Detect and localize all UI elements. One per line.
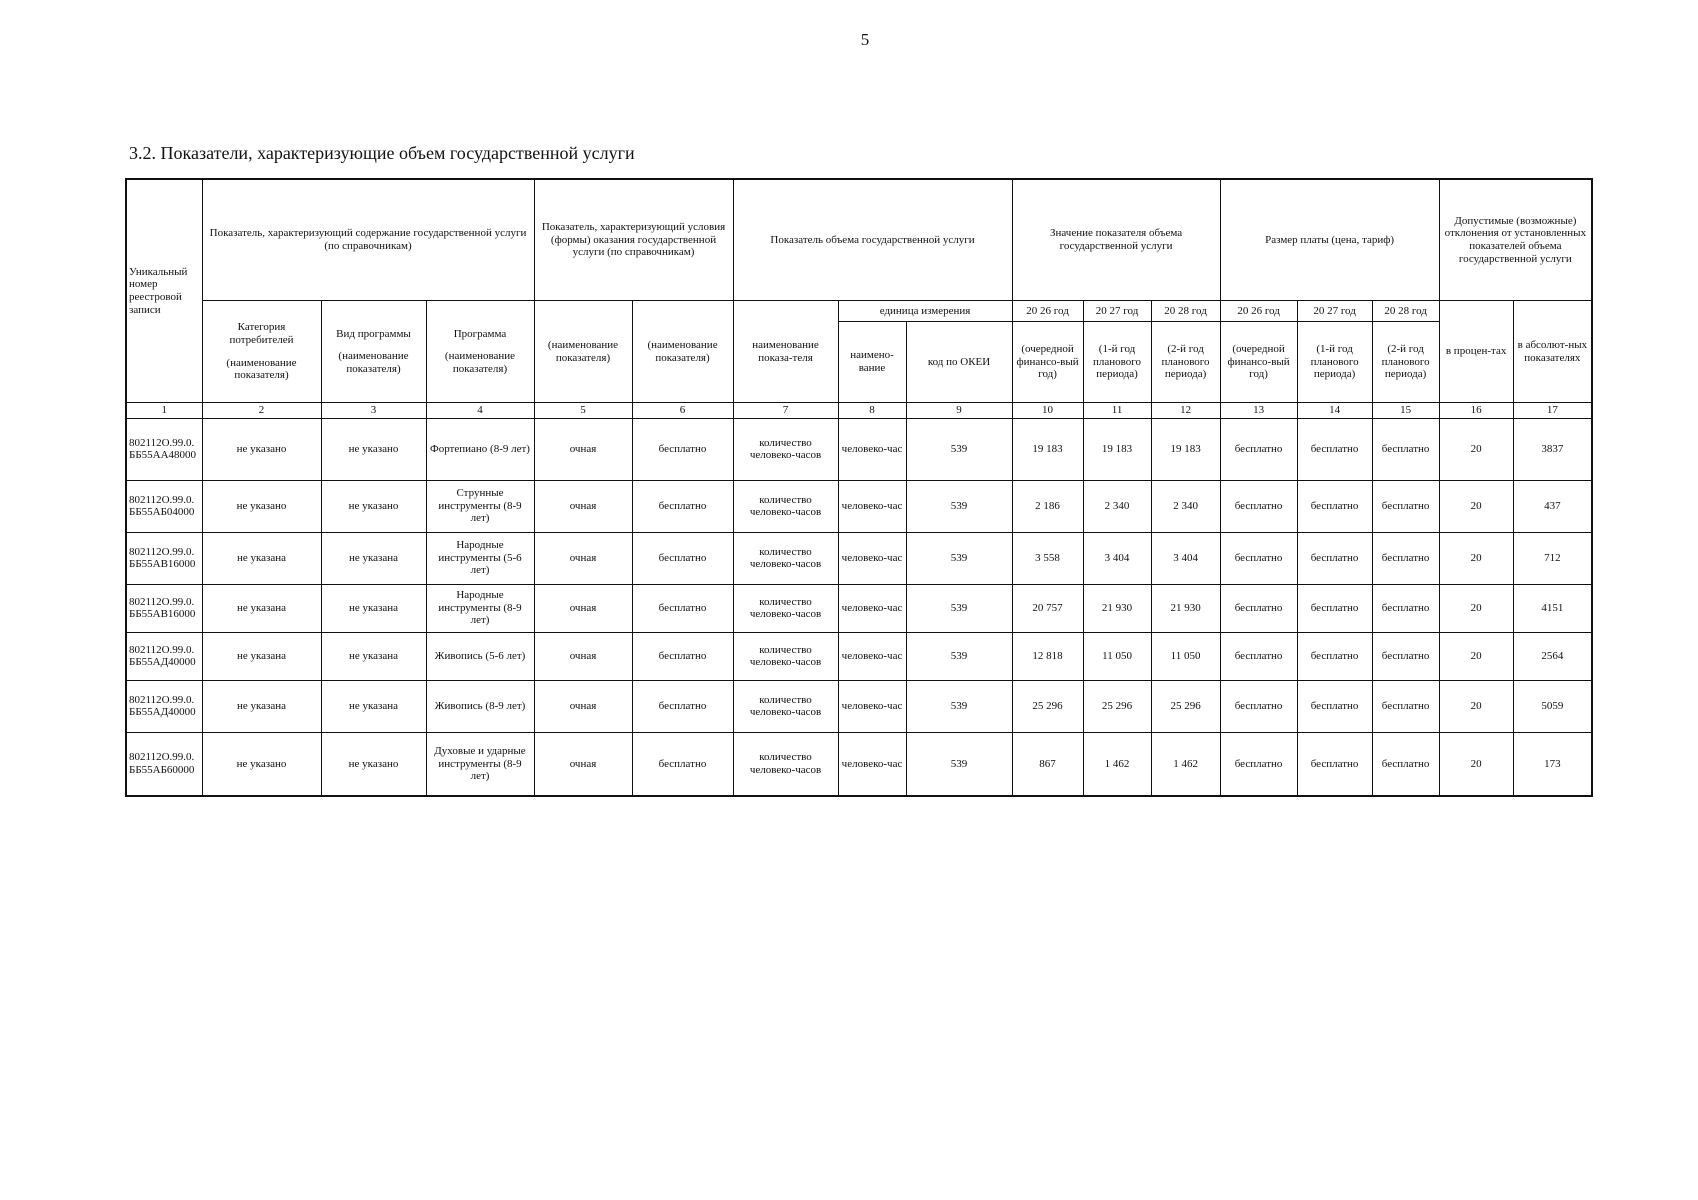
deviation-absolute-cell: 4151	[1513, 584, 1592, 632]
value-2026-cell: 19 183	[1012, 418, 1083, 480]
fee-2026-cell: бесплатно	[1220, 584, 1297, 632]
column-number: 17	[1513, 403, 1592, 419]
indicator-cell: количество человеко-часов	[733, 680, 838, 732]
fee-2028-cell: бесплатно	[1372, 418, 1439, 480]
header-percent: в процен-тах	[1439, 301, 1513, 403]
payment-cell: бесплатно	[632, 480, 733, 532]
table-row	[126, 680, 1592, 732]
value-2028-cell: 19 183	[1151, 418, 1220, 480]
okei-cell: 539	[906, 680, 1012, 732]
program-cell: Живопись (5-6 лет)	[426, 632, 534, 680]
fee-2026-cell: бесплатно	[1220, 532, 1297, 584]
program-type-cell: не указана	[321, 532, 426, 584]
header-v2028-period: (2-й год планового периода)	[1151, 322, 1220, 403]
header-f2028: 20 28 год	[1372, 301, 1439, 322]
okei-cell: 539	[906, 584, 1012, 632]
indicator-cell: количество человеко-часов	[733, 632, 838, 680]
value-2028-cell: 25 296	[1151, 680, 1220, 732]
deviation-absolute-cell: 437	[1513, 480, 1592, 532]
indicator-cell: количество человеко-часов	[733, 532, 838, 584]
fee-2028-cell: бесплатно	[1372, 680, 1439, 732]
value-2028-cell: 21 930	[1151, 584, 1220, 632]
column-number: 12	[1151, 403, 1220, 419]
value-2028-cell: 3 404	[1151, 532, 1220, 584]
value-2027-cell: 1 462	[1083, 732, 1151, 796]
column-number: 7	[733, 403, 838, 419]
deviation-percent-cell: 20	[1439, 732, 1513, 796]
column-number: 14	[1297, 403, 1372, 419]
fee-2026-cell: бесплатно	[1220, 480, 1297, 532]
payment-cell: бесплатно	[632, 732, 733, 796]
header-program-type-sub: (наименование показателя)	[338, 350, 409, 375]
form-cell: очная	[534, 732, 632, 796]
column-number: 1	[126, 403, 202, 419]
category-cell: не указано	[202, 418, 321, 480]
column-number: 6	[632, 403, 733, 419]
value-2027-cell: 2 340	[1083, 480, 1151, 532]
form-cell: очная	[534, 418, 632, 480]
header-f2027-period: (1-й год планового периода)	[1297, 322, 1372, 403]
unit-cell: человеко-час	[838, 732, 906, 796]
fee-2028-cell: бесплатно	[1372, 480, 1439, 532]
volume-indicators-table	[125, 178, 1593, 797]
header-unique-number: Уникальный номер реестровой записи	[126, 179, 202, 403]
table-row	[126, 632, 1592, 680]
section-title: 3.2. Показатели, характеризующие объем государственной услуги	[129, 143, 635, 163]
fee-2028-cell: бесплатно	[1372, 632, 1439, 680]
column-number: 5	[534, 403, 632, 419]
fee-2028-cell: бесплатно	[1372, 532, 1439, 584]
program-cell: Струнные инструменты (8-9 лет)	[426, 480, 534, 532]
form-cell: очная	[534, 584, 632, 632]
value-2026-cell: 25 296	[1012, 680, 1083, 732]
header-program-label: Программа	[453, 327, 507, 340]
fee-2026-cell: бесплатно	[1220, 680, 1297, 732]
header-program-type	[321, 301, 426, 403]
value-2026-cell: 3 558	[1012, 532, 1083, 584]
header-program-type-label: Вид программы	[336, 327, 411, 340]
header-f2026: 20 26 год	[1220, 301, 1297, 322]
header-deviation: Допустимые (возможные) отклонения от установленных показателей объема государственной услуги	[1439, 179, 1592, 301]
header-volume-value: Значение показателя объема государственной услуги	[1012, 179, 1220, 301]
header-f2027: 20 27 год	[1297, 301, 1372, 322]
column-number: 16	[1439, 403, 1513, 419]
category-cell: не указана	[202, 680, 321, 732]
unit-cell: человеко-час	[838, 680, 906, 732]
deviation-percent-cell: 20	[1439, 632, 1513, 680]
header-form-name: (наименование показателя)	[534, 301, 632, 403]
program-type-cell: не указана	[321, 584, 426, 632]
value-2027-cell: 3 404	[1083, 532, 1151, 584]
deviation-absolute-cell: 5059	[1513, 680, 1592, 732]
header-condition-indicator: Показатель, характеризующий условия (формы) оказания государственной услуги (по справочникам)	[534, 179, 733, 301]
unit-cell: человеко-час	[838, 632, 906, 680]
value-2026-cell: 12 818	[1012, 632, 1083, 680]
category-cell: не указана	[202, 532, 321, 584]
header-absolute: в абсолют-ных показателях	[1513, 301, 1592, 403]
value-2027-cell: 11 050	[1083, 632, 1151, 680]
record-id: 802112О.99.0.ББ55АВ16000	[126, 532, 202, 584]
value-2027-cell: 19 183	[1083, 418, 1151, 480]
value-2028-cell: 2 340	[1151, 480, 1220, 532]
unit-cell: человеко-час	[838, 418, 906, 480]
unit-cell: человеко-час	[838, 584, 906, 632]
indicator-cell: количество человеко-часов	[733, 732, 838, 796]
record-id: 802112О.99.0.ББ55АБ60000	[126, 732, 202, 796]
header-v2026: 20 26 год	[1012, 301, 1083, 322]
column-number: 2	[202, 403, 321, 419]
record-id: 802112О.99.0.ББ55АД40000	[126, 632, 202, 680]
table-body	[126, 418, 1592, 796]
form-cell: очная	[534, 532, 632, 584]
program-cell: Народные инструменты (5-6 лет)	[426, 532, 534, 584]
fee-2027-cell: бесплатно	[1297, 632, 1372, 680]
fee-2028-cell: бесплатно	[1372, 732, 1439, 796]
fee-2027-cell: бесплатно	[1297, 732, 1372, 796]
deviation-percent-cell: 20	[1439, 584, 1513, 632]
form-cell: очная	[534, 680, 632, 732]
program-type-cell: не указано	[321, 418, 426, 480]
page-number: 5	[860, 30, 870, 49]
unit-cell: человеко-час	[838, 480, 906, 532]
indicator-cell: количество человеко-часов	[733, 418, 838, 480]
category-cell: не указана	[202, 632, 321, 680]
column-number: 9	[906, 403, 1012, 419]
payment-cell: бесплатно	[632, 632, 733, 680]
value-2026-cell: 2 186	[1012, 480, 1083, 532]
category-cell: не указано	[202, 732, 321, 796]
table-row	[126, 532, 1592, 584]
header-v2027-period: (1-й год планового периода)	[1083, 322, 1151, 403]
program-type-cell: не указано	[321, 480, 426, 532]
column-number: 15	[1372, 403, 1439, 419]
fee-2026-cell: бесплатно	[1220, 632, 1297, 680]
header-unit: единица измерения	[838, 301, 1012, 322]
fee-2026-cell: бесплатно	[1220, 732, 1297, 796]
header-category	[202, 301, 321, 403]
table-row	[126, 480, 1592, 532]
header-payment-name: (наименование показателя)	[632, 301, 733, 403]
fee-2027-cell: бесплатно	[1297, 680, 1372, 732]
header-v2026-period: (очередной финансо-вый год)	[1012, 322, 1083, 403]
fee-2026-cell: бесплатно	[1220, 418, 1297, 480]
record-id: 802112О.99.0.ББ55АА48000	[126, 418, 202, 480]
column-number: 11	[1083, 403, 1151, 419]
table-row	[126, 418, 1592, 480]
header-program-sub: (наименование показателя)	[444, 350, 516, 375]
deviation-absolute-cell: 3837	[1513, 418, 1592, 480]
deviation-percent-cell: 20	[1439, 532, 1513, 584]
deviation-absolute-cell: 2564	[1513, 632, 1592, 680]
table-row	[126, 584, 1592, 632]
header-program	[426, 301, 534, 403]
program-type-cell: не указано	[321, 732, 426, 796]
okei-cell: 539	[906, 418, 1012, 480]
value-2027-cell: 21 930	[1083, 584, 1151, 632]
header-category-label: Категория потребителей	[229, 321, 294, 346]
column-number: 13	[1220, 403, 1297, 419]
header-f2026-period: (очередной финансо-вый год)	[1220, 322, 1297, 403]
header-category-sub: (наименование показателя)	[226, 356, 297, 382]
value-2028-cell: 1 462	[1151, 732, 1220, 796]
unit-cell: человеко-час	[838, 532, 906, 584]
header-indicator-name: наименование показа-теля	[733, 301, 838, 403]
payment-cell: бесплатно	[632, 584, 733, 632]
program-cell: Фортепиано (8-9 лет)	[426, 418, 534, 480]
program-type-cell: не указана	[321, 632, 426, 680]
record-id: 802112О.99.0.ББ55АД40000	[126, 680, 202, 732]
category-cell: не указано	[202, 480, 321, 532]
header-okei-code: код по ОКЕИ	[906, 322, 1012, 403]
value-2028-cell: 11 050	[1151, 632, 1220, 680]
form-cell: очная	[534, 480, 632, 532]
deviation-absolute-cell: 173	[1513, 732, 1592, 796]
program-type-cell: не указана	[321, 680, 426, 732]
header-volume-indicator: Показатель объема государственной услуги	[733, 179, 1012, 301]
payment-cell: бесплатно	[632, 418, 733, 480]
okei-cell: 539	[906, 732, 1012, 796]
header-v2027: 20 27 год	[1083, 301, 1151, 322]
okei-cell: 539	[906, 532, 1012, 584]
table-row	[126, 732, 1592, 796]
program-cell: Духовые и ударные инструменты (8-9 лет)	[426, 732, 534, 796]
fee-2027-cell: бесплатно	[1297, 584, 1372, 632]
column-number: 10	[1012, 403, 1083, 419]
value-2026-cell: 867	[1012, 732, 1083, 796]
header-f2028-period: (2-й год планового периода)	[1372, 322, 1439, 403]
header-unit-name: наимено-вание	[838, 322, 906, 403]
payment-cell: бесплатно	[632, 532, 733, 584]
fee-2027-cell: бесплатно	[1297, 418, 1372, 480]
fee-2028-cell: бесплатно	[1372, 584, 1439, 632]
fee-2027-cell: бесплатно	[1297, 532, 1372, 584]
column-number-row	[126, 403, 1592, 419]
form-cell: очная	[534, 632, 632, 680]
deviation-percent-cell: 20	[1439, 680, 1513, 732]
category-cell: не указана	[202, 584, 321, 632]
fee-2027-cell: бесплатно	[1297, 480, 1372, 532]
okei-cell: 539	[906, 632, 1012, 680]
record-id: 802112О.99.0.ББ55АБ04000	[126, 480, 202, 532]
header-fee: Размер платы (цена, тариф)	[1220, 179, 1439, 301]
okei-cell: 539	[906, 480, 1012, 532]
deviation-percent-cell: 20	[1439, 480, 1513, 532]
value-2026-cell: 20 757	[1012, 584, 1083, 632]
column-number: 3	[321, 403, 426, 419]
value-2027-cell: 25 296	[1083, 680, 1151, 732]
deviation-absolute-cell: 712	[1513, 532, 1592, 584]
column-number: 8	[838, 403, 906, 419]
indicator-cell: количество человеко-часов	[733, 584, 838, 632]
payment-cell: бесплатно	[632, 680, 733, 732]
column-number: 4	[426, 403, 534, 419]
program-cell: Живопись (8-9 лет)	[426, 680, 534, 732]
header-v2028: 20 28 год	[1151, 301, 1220, 322]
indicator-cell: количество человеко-часов	[733, 480, 838, 532]
deviation-percent-cell: 20	[1439, 418, 1513, 480]
header-content-indicator: Показатель, характеризующий содержание государственной услуги (по справочникам)	[202, 179, 534, 301]
program-cell: Народные инструменты (8-9 лет)	[426, 584, 534, 632]
record-id: 802112О.99.0.ББ55АВ16000	[126, 584, 202, 632]
